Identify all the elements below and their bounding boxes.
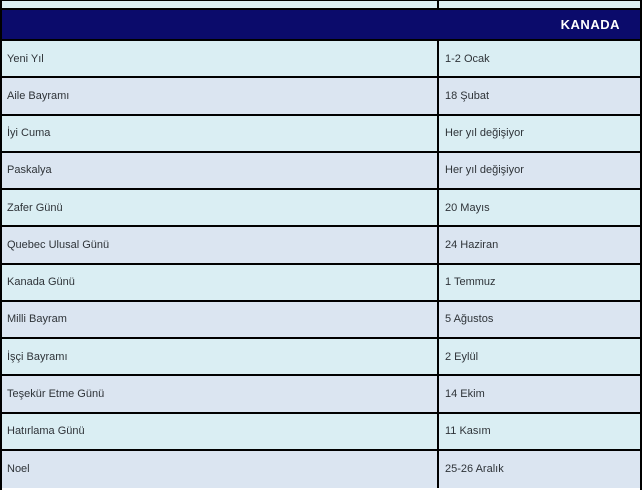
holiday-date-cell: 2 Eylül bbox=[445, 350, 479, 363]
holiday-date-cell: 1-2 Ocak bbox=[445, 52, 490, 65]
holiday-date-cell: 11 Kasım bbox=[445, 425, 491, 438]
holiday-date-cell: 25-26 Aralık bbox=[445, 463, 504, 476]
previous-row-sliver bbox=[2, 1, 640, 10]
holiday-name-cell: Milli Bayram bbox=[2, 302, 439, 337]
holiday-name-cell: İşçi Bayramı bbox=[2, 339, 439, 374]
table-row bbox=[2, 339, 640, 376]
table-row bbox=[2, 190, 640, 227]
holiday-name-cell: İyi Cuma bbox=[2, 116, 439, 151]
table-header bbox=[2, 10, 640, 41]
previous-row-left-cell bbox=[2, 1, 439, 8]
table-row bbox=[2, 227, 640, 264]
holiday-name-cell: Paskalya bbox=[2, 153, 439, 188]
holiday-name-cell: Quebec Ulusal Günü bbox=[2, 227, 439, 262]
holiday-date-cell: 20 Mayıs bbox=[445, 201, 490, 214]
holiday-date-cell: Her yıl değişiyor bbox=[445, 127, 524, 140]
holiday-name-cell: Teşekür Etme Günü bbox=[2, 376, 439, 411]
table-row bbox=[2, 265, 640, 302]
holiday-date-cell: Her yıl değişiyor bbox=[445, 164, 524, 177]
holiday-name-cell: Noel bbox=[2, 451, 439, 488]
holiday-name-cell: Zafer Günü bbox=[2, 190, 439, 225]
table-row bbox=[2, 41, 640, 78]
holiday-name-cell: Kanada Günü bbox=[2, 265, 439, 300]
table-header-title: KANADA bbox=[560, 17, 620, 32]
table-row bbox=[2, 414, 640, 451]
holiday-name-cell: Hatırlama Günü bbox=[2, 414, 439, 449]
table-row bbox=[2, 376, 640, 413]
holiday-date-cell: 24 Haziran bbox=[445, 238, 499, 251]
holiday-name-cell: Yeni Yıl bbox=[2, 41, 439, 76]
holiday-date-cell: 5 Ağustos bbox=[445, 313, 494, 326]
table-row bbox=[2, 302, 640, 339]
holiday-date-cell: 14 Ekim bbox=[445, 387, 485, 400]
table-row bbox=[2, 153, 640, 190]
table-row bbox=[2, 116, 640, 153]
table-row bbox=[2, 78, 640, 115]
holiday-name-cell: Aile Bayramı bbox=[2, 78, 439, 113]
holiday-date-cell: 1 Temmuz bbox=[445, 276, 496, 289]
holiday-date-cell: 18 Şubat bbox=[445, 89, 490, 102]
previous-row-right-cell bbox=[439, 1, 640, 8]
table-row bbox=[2, 451, 640, 488]
